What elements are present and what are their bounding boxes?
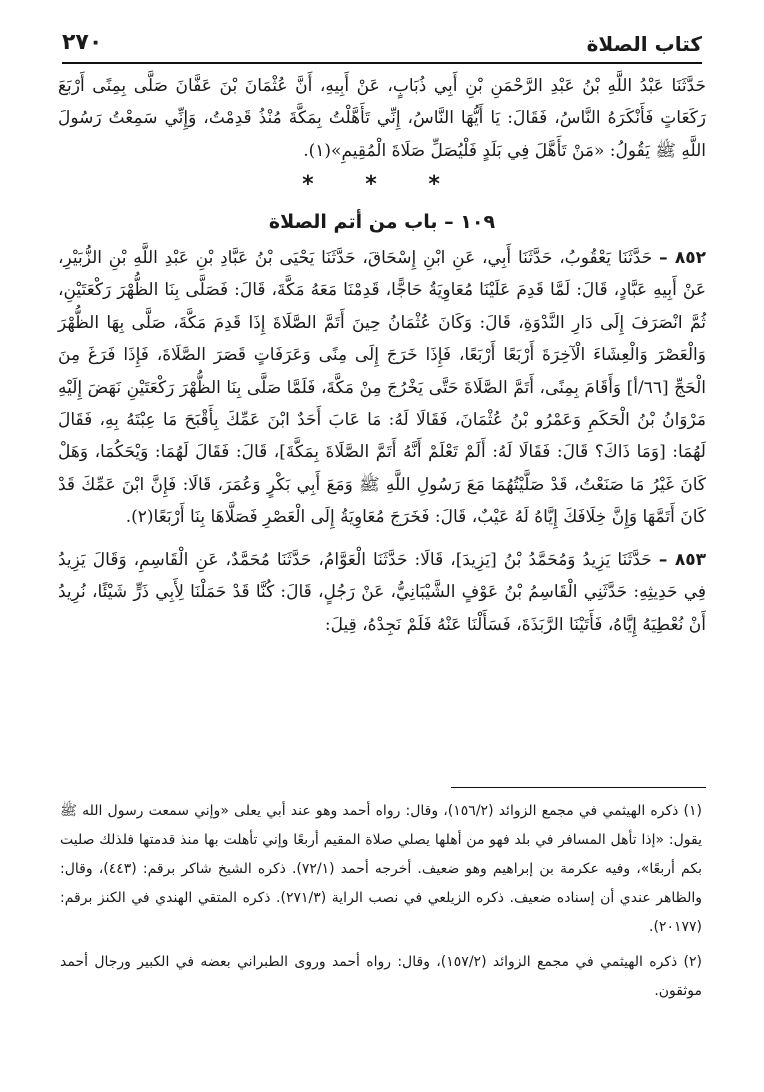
footnotes [60,797,702,1012]
hadith-text: حَدَّثَنَا يَزِيدُ وَمُحَمَّدُ بْنُ [يَزِيدَ]، قَالَا: حَدَّثَنَا الْعَوَّامُ، حَدَّثَنَا مُحَمَّدٌ، عَنِ الْقَاسِمِ، وَقَالَ يَزِيدُ فِي حَدِيثِهِ: حَدَّثَنِي الْقَاسِمُ بْنُ عَوْفٍ الشَّيْبَانِيُّ، عَنْ رَجُلٍ، قَالَ: كُنَّا قَدْ حَمَلْنَا لِأَبِي ذَرٍّ شَيْئًا، نُرِيدُ أَنْ نُعْطِيَهُ إِيَّاهُ، فَأَتَيْنَا الرَّبَذَةَ، فَسَأَلْنَا عَنْهُ فَلَمْ نَجِدْهُ، قِيلَ: [58,549,706,635]
section-divider-stars: * * * [302,172,462,198]
hadith-text: حَدَّثَنَا يَعْقُوبُ، حَدَّثَنَا أَبِي، عَنِ ابْنِ إِسْحَاقَ، حَدَّثَنَا يَحْيَى بْنُ عَبَّادِ بْنِ عَبْدِ اللَّهِ بْنِ الزُّبَيْرِ، عَنْ أَبِيهِ عَبَّادٍ، قَالَ: لَمَّا قَدِمَ عَلَيْنَا مُعَاوِيَةُ حَاجًّا، قَدِمْنَا مَعَهُ مَكَّةَ، قَالَ: فَصَلَّى بِنَا الظُّهْرَ رَكْعَتَيْنِ، ثُمَّ انْصَرَفَ إِلَى دَارِ النَّدْوَةِ، قَالَ: وَكَانَ عُثْمَانُ حِينَ أَتَمَّ الصَّلَاةَ إِذَا قَدِمَ مَكَّةَ، صَلَّى بِهَا الظُّهْرَ وَالْعَصْرَ وَالْعِشَاءَ الْآخِرَةَ أَرْبَعًا أَرْبَعًا، فَإِذَا خَرَجَ إِلَى مِنًى وَعَرَفَاتٍ قَصَرَ الصَّلَاةَ، فَإِذَا فَرَغَ مِنَ الْحَجِّ [٦٦/أ] وَأَقَامَ بِمِنًى، أَتَمَّ الصَّلَاةَ حَتَّى يَخْرُجَ مِنْ مَكَّةَ، فَلَمَّا صَلَّى بِنَا الظُّهْرَ رَكْعَتَيْنِ نَهَضَ إِلَيْهِ مَرْوَانُ بْنُ الْحَكَمِ وَعَمْرُو بْنُ عُثْمَانَ، فَقَالَا لَهُ: مَا عَابَ أَحَدٌ ابْنَ عَمِّكَ بِأَقْبَحَ مَا عِبْتَهُ بِهِ، فَقَالَ لَهُمَا: [وَمَا ذَاكَ؟ قَالَ: فَقَالَا لَهُ: أَلَمْ تَعْلَمْ أَنَّهُ أَتَمَّ الصَّلَاةَ بِمَكَّةَ]، قَالَ: فَقَالَ لَهُمَا: وَيْحَكُمَا، وَهَلْ كَانَ غَيْرُ مَا صَنَعْتُ، قَدْ صَلَّيْتُهُمَا مَعَ رَسُولِ اللَّهِ ﷺ وَمَعَ أَبِي بَكْرٍ وَعُمَرَ، قَالَا: فَإِنَّ ابْنَ عَمِّكَ قَدْ كَانَ أَتَمَّهَا وَإِنَّ خِلَافَكَ إِيَّاهُ لَهُ عَيْبٌ، قَالَ: فَخَرَجَ مُعَاوِيَةُ إِلَى الْعَصْرِ فَصَلَّاهَا بِنَا أَرْبَعًا(٢). [58,248,706,528]
page-number: ٢٧٠ [62,30,103,55]
hadith-852 [58,242,706,534]
bab-heading: ١٠٩ – باب من أتم الصلاة [268,210,496,233]
footnote-1: (١) ذكره الهيثمي في مجمع الزوائد (١٥٦/٢)، وقال: رواه أحمد وهو عند أبي يعلى «وإني سمعت رسول الله ﷺ يقول: «إذا تأهل المسافر في بلد فهو من أهلها يصلي صلاة المقيم أربعًا وإني تأهلت بها منذ قدمتها فلذلك صليت بكم أربعًا»، وفيه عكرمة بن إبراهيم وهو ضعيف. أخرجه أحمد (٧٢/١). ذكره الشيخ شاكر برقم: (٤٤٣)، وقال: والظاهر عندي أن إسناده ضعيف. ذكره الزيلعي في نصب الراية (٢٧١/٣). ذكره المتقي الهندي في الكنز برقم: (٢٠١٧٧). [60,803,702,935]
intro-paragraph: حَدَّثَنَا عَبْدُ اللَّهِ بْنُ عَبْدِ الرَّحْمَنِ بْنِ أَبِي ذُبَابٍ، عَنْ أَبِيهِ، أَنَّ عُثْمَانَ بْنَ عَفَّانَ صَلَّى بِمِنًى أَرْبَعَ رَكَعَاتٍ فَأَنْكَرَهُ النَّاسُ، فَقَالَ: يَا أَيُّهَا النَّاسُ، إِنِّي تَأَهَّلْتُ بِمَكَّةَ مُنْذُ قَدِمْتُ، وَإِنِّي سَمِعْتُ رَسُولَ اللَّهِ ﷺ يَقُولُ: «مَنْ تَأَهَّلَ فِي بَلَدٍ فَلْيُصَلِّ صَلَاةَ الْمُقِيمِ»(١). [58,76,706,161]
chapter-title: كتاب الصلاة [586,32,702,56]
main-text [58,70,706,651]
hadith-number: ٨٥٢ – [659,248,707,269]
hadith-number: ٨٥٣ – [658,549,707,570]
hadith-853 [58,544,706,641]
page-header [62,30,702,64]
footnote-2: (٢) ذكره الهيثمي في مجمع الزوائد (١٥٧/٢)، وقال: رواه أحمد وروى الطبراني بعضه في الكبير ورجال أحمد موثقون. [60,954,702,999]
footnote-separator [451,787,706,788]
